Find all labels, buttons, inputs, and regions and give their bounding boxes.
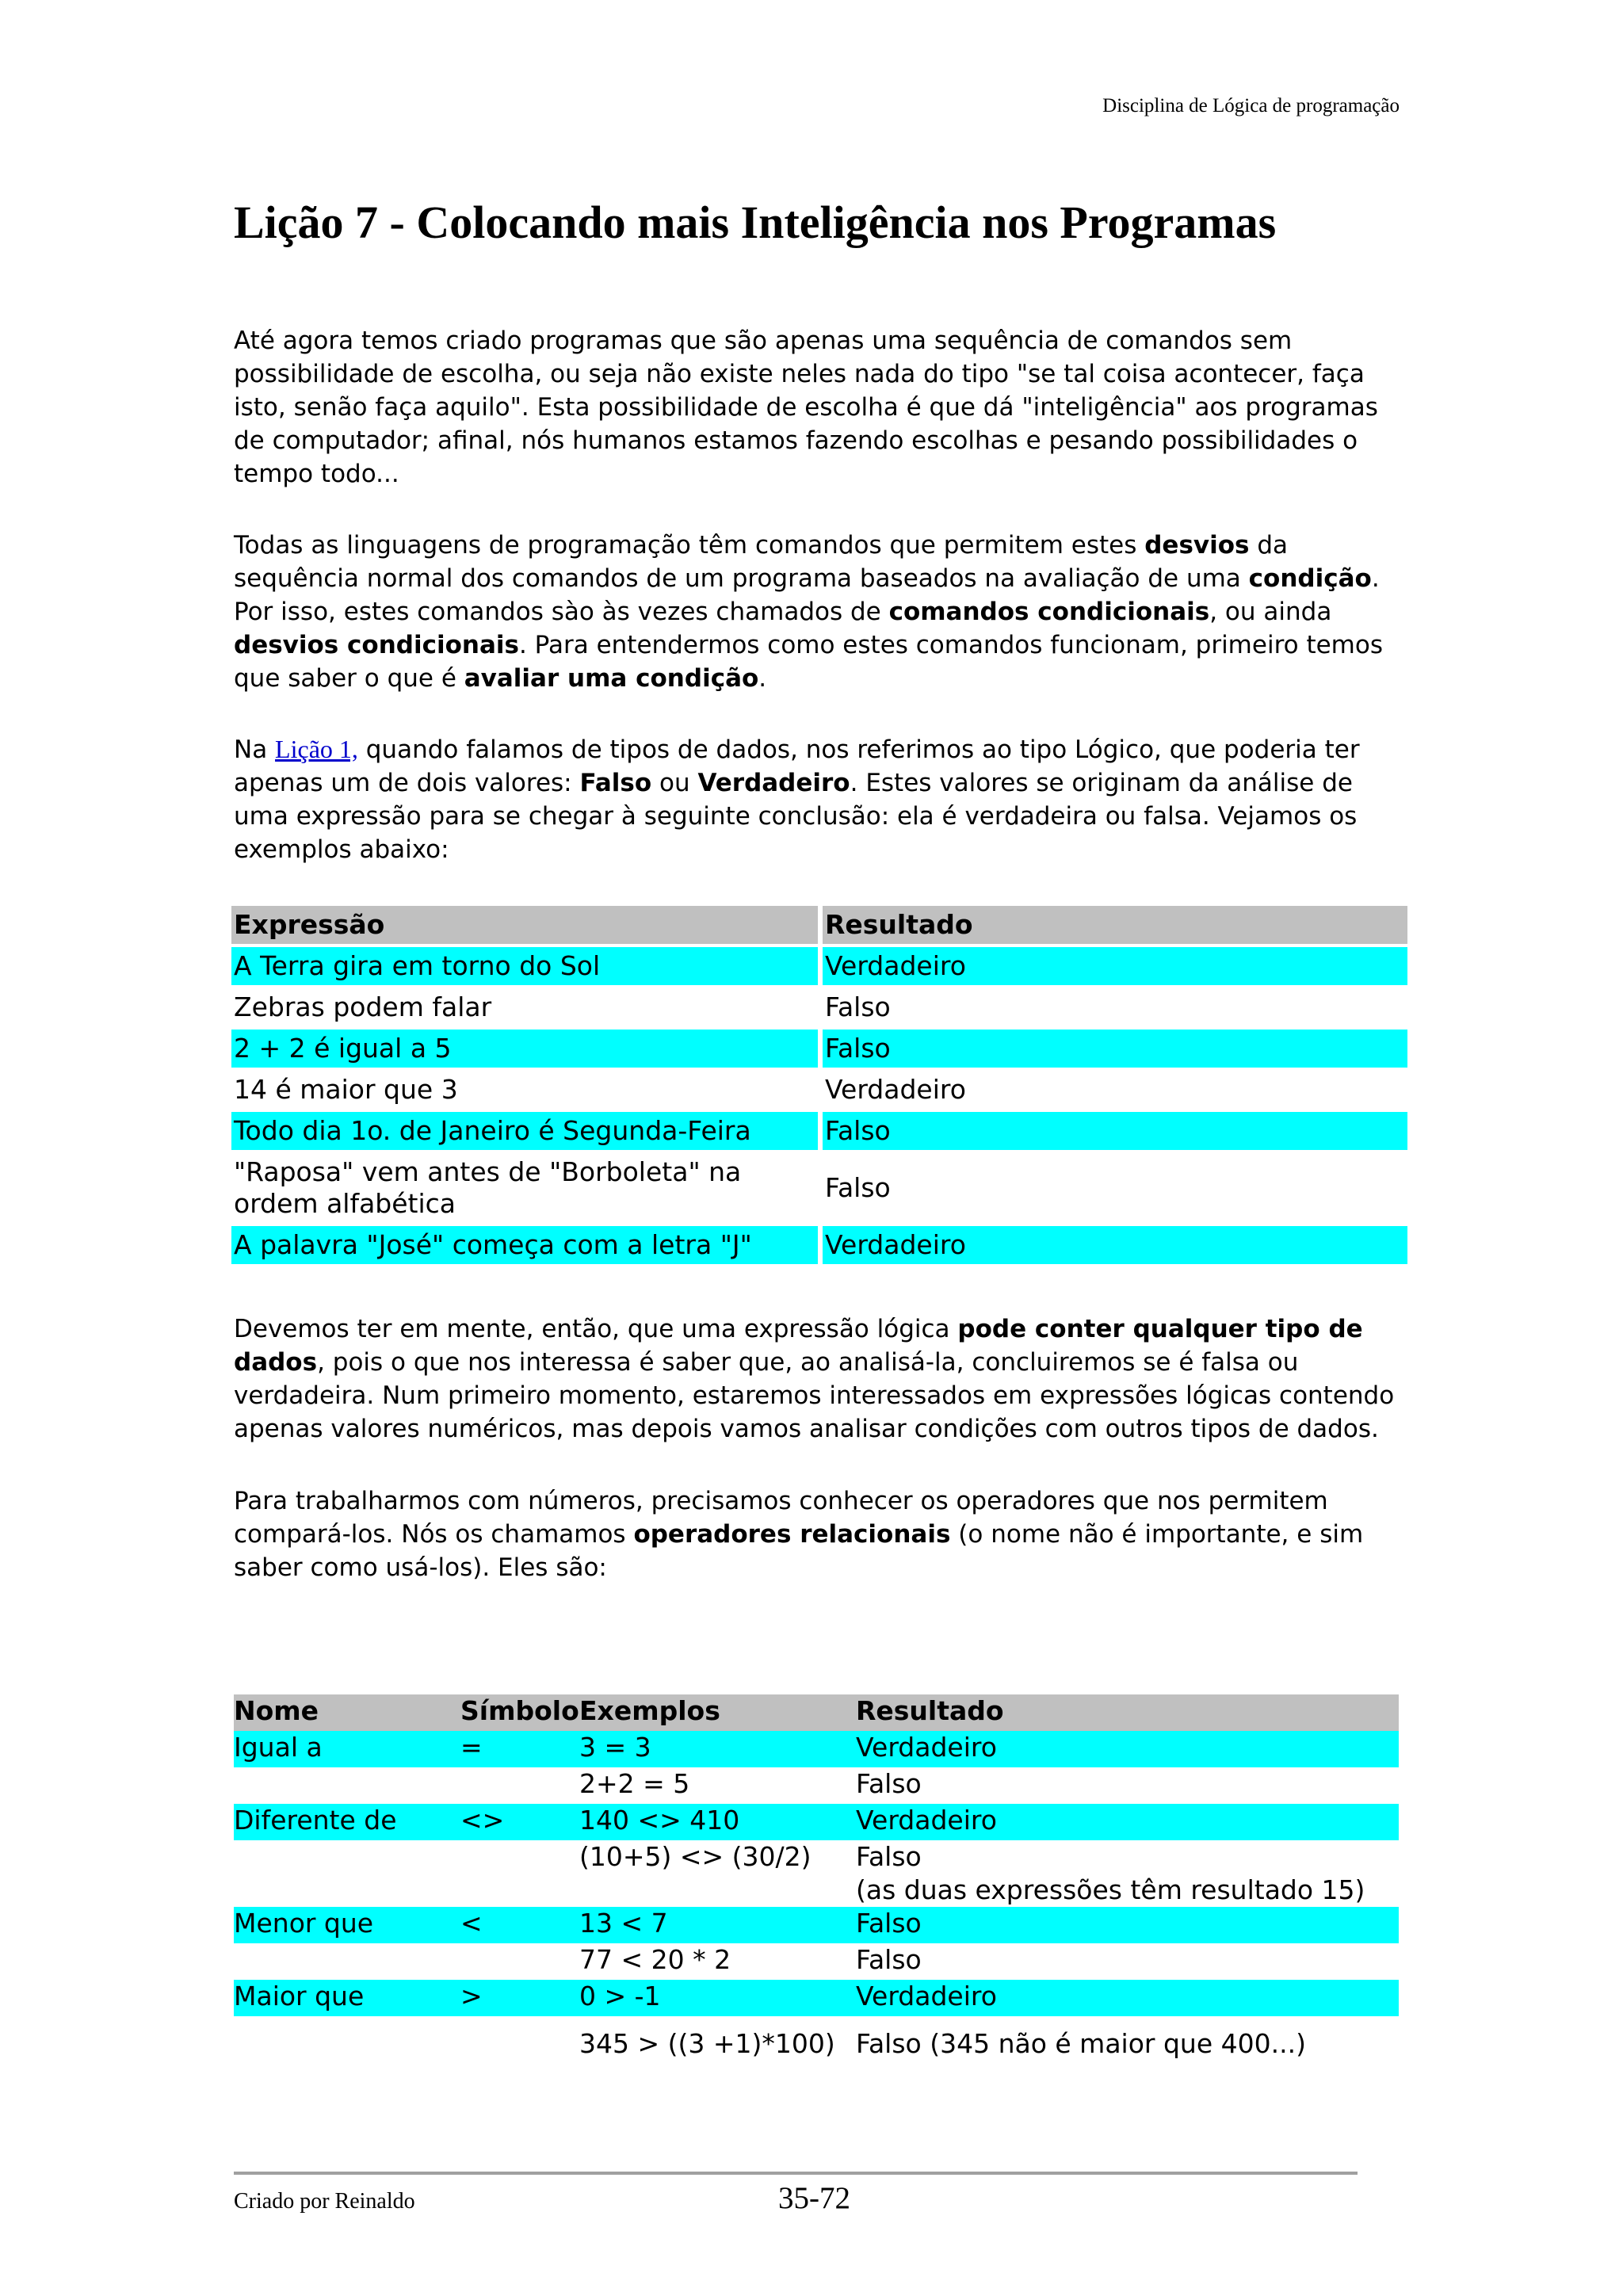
- table-row: [231, 1028, 1407, 1069]
- example-cell: 13 < 7: [579, 1908, 668, 1939]
- result-cell: Falso: [825, 1033, 891, 1064]
- table-row: [234, 1943, 1399, 1980]
- result-value: Falso: [856, 1841, 922, 1872]
- table-row: [234, 1731, 1399, 1767]
- example-cell: 2+2 = 5: [579, 1768, 690, 1799]
- paragraph-intro-text: Até agora temos criado programas que são apenas uma sequência de comandos sem possibilidade de escolha, ou seja não existe neles nada do tipo "se tal coisa acontecer, faça isto, senão faça aquilo". Esta possibilidade de escolha é que dá "inteligência" aos programas de computador; afinal, nós humanos estamos fazendo escolhas e pesando possibilidades o tempo todo...: [234, 327, 1378, 488]
- header-resultado: Resultado: [856, 1694, 1399, 1731]
- paragraph-intro: [234, 324, 1407, 491]
- text: Todas as linguagens de programação têm comandos que permitem estes: [234, 531, 1145, 560]
- result-cell: Falso: [825, 1172, 891, 1203]
- name-cell: [234, 2016, 460, 2075]
- symbol-cell: [460, 2016, 579, 2075]
- result-cell: Verdadeiro: [856, 1805, 997, 1836]
- expression-cell: 14 é maior que 3: [231, 1069, 820, 1110]
- symbol-cell: [460, 1943, 579, 1980]
- example-cell: 345 > ((3 +1)*100): [579, 2028, 835, 2059]
- result-cell: Verdadeiro: [825, 950, 966, 981]
- bold-term: desvios: [1144, 531, 1250, 560]
- name-cell: Maior que: [234, 1981, 365, 2011]
- symbol-cell: >: [460, 1981, 483, 2011]
- example-cell: 3 = 3: [579, 1732, 651, 1763]
- result-cell: Verdadeiro: [825, 1074, 966, 1105]
- table-row: [231, 1224, 1407, 1266]
- expression-cell: A Terra gira em torno do Sol: [231, 946, 820, 987]
- table-row: [231, 946, 1407, 987]
- result-cell: Falso (345 não é maior que 400...): [856, 2028, 1306, 2059]
- result-cell: Verdadeiro: [856, 1981, 997, 2011]
- bold-term: Verdadeiro: [697, 769, 850, 797]
- licao-1-link[interactable]: Lição 1,: [275, 735, 358, 763]
- expression-cell: Zebras podem falar: [231, 987, 820, 1028]
- footer-author: Criado por Reinaldo: [234, 2189, 415, 2214]
- paragraph-tipo-logico: [234, 732, 1407, 866]
- symbol-cell: [460, 1840, 579, 1907]
- table-header-row: [231, 906, 1407, 946]
- result-cell: Verdadeiro: [856, 1732, 997, 1763]
- text: (o nome não é importante, e sim saber como usá-los). Eles são:: [234, 1520, 1364, 1582]
- text: .: [758, 664, 767, 693]
- bold-term: comandos condicionais: [888, 598, 1210, 626]
- table-row: [231, 987, 1407, 1028]
- table-row: [234, 1980, 1399, 2016]
- bold-term: condição: [1248, 564, 1372, 593]
- name-cell: [234, 1767, 460, 1804]
- result-cell: Verdadeiro: [825, 1229, 966, 1260]
- header-discipline: Disciplina de Lógica de programação: [1102, 95, 1400, 117]
- result-note: (as duas expressões têm resultado 15): [856, 1874, 1365, 1905]
- example-cell: 140 <> 410: [579, 1805, 740, 1836]
- result-cell: Falso: [825, 991, 891, 1022]
- text: ou: [651, 769, 698, 797]
- paragraph-desvios: [234, 529, 1407, 695]
- text: . Estes valores se originam da análise de uma expressão para se chegar à seguinte conclusão: ela é verdadeira ou falsa. Vejamos os exemplos abaixo:: [234, 769, 1358, 864]
- table-row: [234, 1804, 1399, 1840]
- text: , pois o que nos interessa é saber que, ao analisá-la, concluiremos se é falsa ou verdadeira. Num primeiro momento, estaremos interessados em expressões lógicas contendo apenas valores numéricos, mas depois vamos analisar condições com outros tipos de dados.: [234, 1348, 1395, 1443]
- header-simbolo: Símbolo: [460, 1694, 579, 1731]
- expression-cell: Todo dia 1o. de Janeiro é Segunda-Feira: [231, 1110, 820, 1152]
- bold-term: desvios condicionais: [234, 631, 519, 659]
- expression-cell: 2 + 2 é igual a 5: [231, 1028, 820, 1069]
- header-nome: Nome: [234, 1694, 460, 1731]
- table-row: [234, 1907, 1399, 1943]
- footer-divider: [234, 2172, 1358, 2175]
- text: Para trabalharmos com números, precisamos conhecer os operadores que nos permitem compará-los. Nós os chamamos: [234, 1487, 1328, 1549]
- bold-term: pode conter qualquer tipo de dados: [234, 1315, 1363, 1377]
- table-row: [234, 1767, 1399, 1804]
- text: Na: [234, 735, 276, 764]
- result-cell: Falso: [825, 1115, 891, 1146]
- example-cell: (10+5) <> (30/2): [579, 1841, 812, 1872]
- text: , ou ainda: [1209, 598, 1332, 626]
- name-cell: [234, 1943, 460, 1980]
- table-row: [231, 1152, 1407, 1224]
- name-cell: Menor que: [234, 1908, 374, 1939]
- paragraph-operadores: [234, 1484, 1407, 1584]
- operators-table: [234, 1694, 1399, 2075]
- table-row: [234, 1840, 1399, 1907]
- symbol-cell: [460, 1767, 579, 1804]
- page-number: 35-72: [778, 2181, 850, 2215]
- result-cell: [856, 1840, 1399, 1907]
- result-cell: Falso: [856, 1768, 922, 1799]
- example-cell: 77 < 20 * 2: [579, 1944, 731, 1975]
- symbol-cell: <>: [460, 1805, 505, 1836]
- table-row: [231, 1110, 1407, 1152]
- name-cell: Diferente de: [234, 1805, 397, 1836]
- expressions-table: [231, 906, 1407, 1267]
- bold-term: operadores relacionais: [633, 1520, 951, 1549]
- text: . Por isso, estes comandos sào às vezes chamados de: [234, 564, 1380, 626]
- name-cell: Igual a: [234, 1732, 323, 1763]
- text: Devemos ter em mente, então, que uma expressão lógica: [234, 1315, 958, 1343]
- bold-term: avaliar uma condição: [464, 664, 759, 693]
- table-header-row: [234, 1694, 1399, 1731]
- bold-term: Falso: [579, 769, 652, 797]
- text: da sequência normal dos comandos de um programa baseados na avaliação de uma: [234, 531, 1289, 593]
- expression-cell: A palavra "José" começa com a letra "J": [231, 1224, 820, 1266]
- name-cell: [234, 1840, 460, 1907]
- expression-cell: "Raposa" vem antes de "Borboleta" na ordem alfabética: [231, 1152, 820, 1224]
- header-expressao: Expressão: [231, 906, 820, 946]
- symbol-cell: =: [460, 1732, 483, 1763]
- paragraph-expressao-logica: [234, 1312, 1407, 1446]
- result-cell: Falso: [856, 1944, 922, 1975]
- header-exemplos: Exemplos: [579, 1694, 856, 1731]
- header-resultado: Resultado: [820, 906, 1407, 946]
- table-row: [234, 2016, 1399, 2075]
- text: . Para entendermos como estes comandos funcionam, primeiro temos que saber o que é: [234, 631, 1383, 693]
- table-row: [231, 1069, 1407, 1110]
- page-title: Lição 7 - Colocando mais Inteligência nos Programas: [234, 197, 1277, 248]
- symbol-cell: <: [460, 1908, 483, 1939]
- result-cell: Falso: [856, 1908, 922, 1939]
- example-cell: 0 > -1: [579, 1981, 661, 2011]
- text: quando falamos de tipos de dados, nos referimos ao tipo Lógico, que poderia ter apenas um de dois valores:: [234, 735, 1360, 797]
